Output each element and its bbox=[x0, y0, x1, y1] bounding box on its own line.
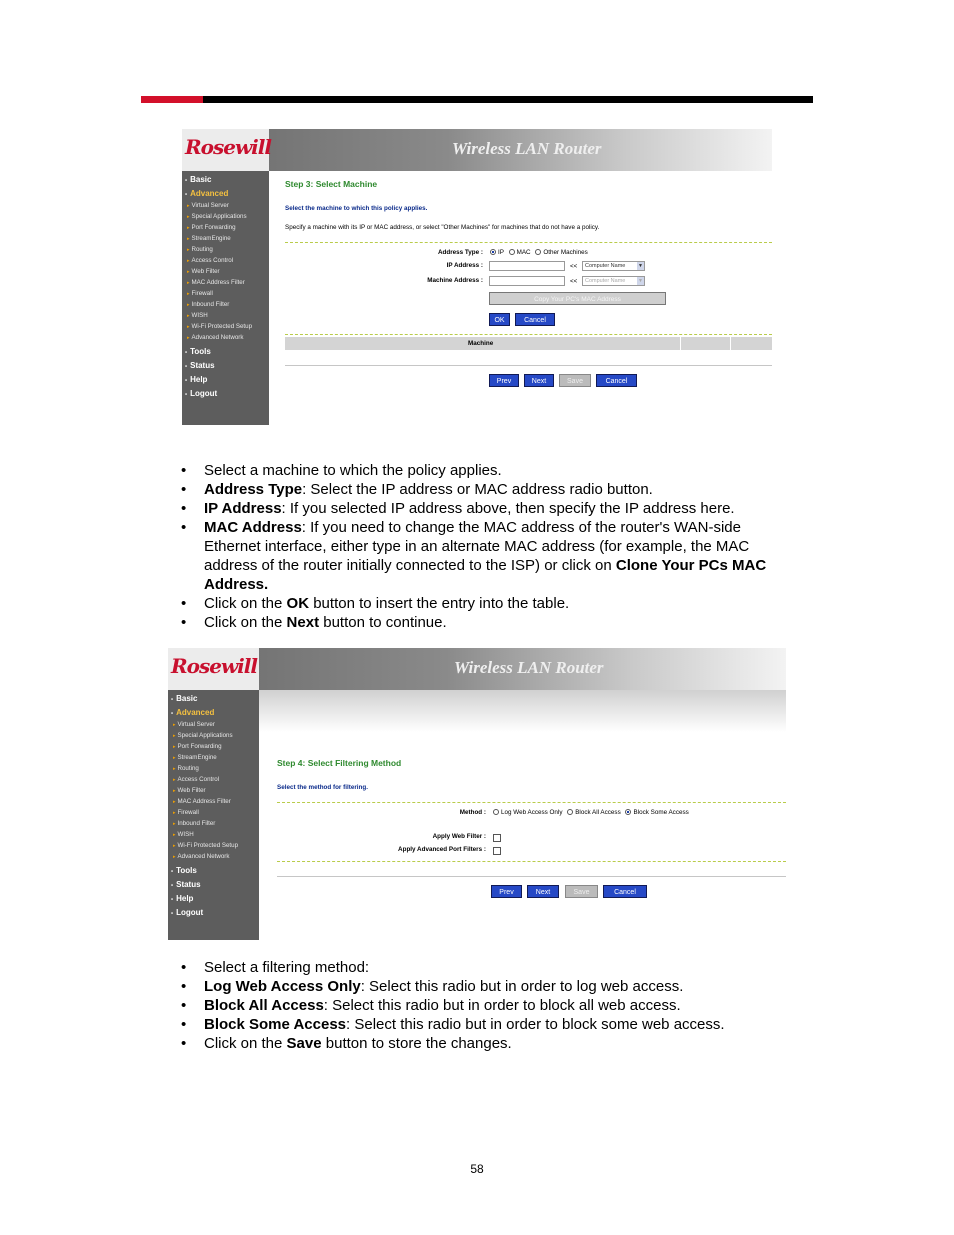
menu-item[interactable]: ▸ Routing bbox=[187, 246, 213, 253]
step-title: Step 4: Select Filtering Method bbox=[277, 758, 402, 768]
menu-help[interactable]: • Help bbox=[171, 894, 193, 903]
bullet-list-1 bbox=[181, 461, 801, 632]
cancel-button[interactable]: Cancel bbox=[515, 313, 555, 326]
machine-address-input[interactable] bbox=[489, 276, 565, 286]
save-button[interactable]: Save bbox=[565, 885, 598, 898]
radio-ip[interactable] bbox=[490, 249, 496, 255]
menu-item[interactable]: ▸ Routing bbox=[173, 765, 199, 772]
menu-logout[interactable]: • Logout bbox=[185, 389, 217, 398]
menu-item[interactable]: ▸ MAC Address Filter bbox=[187, 279, 245, 286]
menu-item[interactable]: ▸ Special Applications bbox=[173, 732, 233, 739]
list-item: • Click on the Save button to store the changes. bbox=[181, 1034, 801, 1053]
step-title: Step 3: Select Machine bbox=[285, 179, 378, 189]
list-item: • Block All Access: Select this radio but in order to block all web access. bbox=[181, 996, 801, 1015]
menu-item[interactable]: ▸ Access Control bbox=[187, 257, 233, 264]
ok-button[interactable]: OK bbox=[489, 313, 510, 326]
menu-item[interactable]: ▸ Firewall bbox=[187, 290, 213, 297]
menu-help[interactable]: • Help bbox=[185, 375, 207, 384]
page-number: 58 bbox=[470, 1162, 484, 1176]
rosewill-logo: Rosewill bbox=[182, 129, 269, 171]
menu-item[interactable]: ▸ Wi-Fi Protected Setup bbox=[187, 323, 252, 330]
step-subtitle: Select the method for filtering. bbox=[277, 784, 368, 791]
router-title: Wireless LAN Router bbox=[454, 658, 604, 677]
subheader-gradient bbox=[259, 690, 786, 732]
copy-arrow-2: << bbox=[570, 278, 578, 285]
next-button[interactable]: Next bbox=[524, 374, 554, 387]
menu-item[interactable]: ▸ Wi-Fi Protected Setup bbox=[173, 842, 238, 849]
menu-item[interactable]: ▸ Access Control bbox=[173, 776, 219, 783]
menu-advanced[interactable]: • Advanced bbox=[185, 189, 228, 198]
menu-item[interactable]: ▸ Special Applications bbox=[187, 213, 247, 220]
menu-item[interactable]: ▸ Port Forwarding bbox=[187, 224, 236, 231]
menu-basic[interactable]: • Basic bbox=[171, 694, 197, 703]
bullet-list-2 bbox=[181, 958, 801, 1053]
header-rule-accent bbox=[141, 96, 203, 103]
menu-status[interactable]: • Status bbox=[171, 880, 201, 889]
list-item: • Address Type: Select the IP address or MAC address radio button. bbox=[181, 480, 801, 499]
router-title: Wireless LAN Router bbox=[452, 139, 602, 158]
apply-port-filter-label: Apply Advanced Port Filters : bbox=[398, 846, 486, 853]
menu-logout[interactable]: • Logout bbox=[171, 908, 203, 917]
step-subtitle: Select the machine to which this policy applies. bbox=[285, 205, 428, 212]
router-screenshot-step3 bbox=[182, 129, 772, 425]
header-rule bbox=[141, 96, 813, 103]
menu-advanced[interactable]: • Advanced bbox=[171, 708, 214, 717]
list-item: • IP Address: If you selected IP address above, then specify the IP address here. bbox=[181, 499, 801, 518]
cancel-nav-button[interactable]: Cancel bbox=[596, 374, 637, 387]
address-type-options: IP MAC Other Machines bbox=[487, 249, 588, 256]
menu-item[interactable]: ▸ StreamEngine bbox=[187, 235, 231, 242]
radio-block-some[interactable] bbox=[625, 809, 631, 815]
radio-mac[interactable] bbox=[509, 249, 515, 255]
radio-other-machines[interactable] bbox=[535, 249, 541, 255]
cancel-button[interactable]: Cancel bbox=[603, 885, 647, 898]
menu-basic[interactable]: • Basic bbox=[185, 175, 211, 184]
list-item: • Block Some Access: Select this radio but in order to block some web access. bbox=[181, 1015, 801, 1034]
divider bbox=[277, 876, 786, 877]
menu-item[interactable]: ▸ Web Filter bbox=[173, 787, 206, 794]
router-screenshot-step4 bbox=[168, 648, 786, 940]
menu-item[interactable]: ▸ Advanced Network bbox=[173, 853, 229, 860]
menu-tools[interactable]: • Tools bbox=[171, 866, 197, 875]
menu-tools[interactable]: • Tools bbox=[185, 347, 211, 356]
machine-table-header: Machine bbox=[285, 337, 772, 350]
radio-log-web-access[interactable] bbox=[493, 809, 499, 815]
apply-web-filter-checkbox[interactable] bbox=[493, 834, 501, 842]
list-item: • Select a machine to which the policy applies. bbox=[181, 461, 801, 480]
method-options: Log Web Access Only Block All Access Block Some Access bbox=[490, 809, 689, 816]
menu-item[interactable]: ▸ WISH bbox=[187, 312, 208, 319]
menu-item[interactable]: ▸ Virtual Server bbox=[187, 202, 229, 209]
save-button: Save bbox=[559, 374, 591, 387]
next-button[interactable]: Next bbox=[527, 885, 559, 898]
prev-button[interactable]: Prev bbox=[489, 374, 519, 387]
menu-status[interactable]: • Status bbox=[185, 361, 215, 370]
menu-item[interactable]: ▸ Firewall bbox=[173, 809, 199, 816]
copy-arrow: << bbox=[570, 263, 578, 270]
divider bbox=[285, 365, 772, 366]
menu-item[interactable]: ▸ WISH bbox=[173, 831, 194, 838]
menu-item[interactable]: ▸ Inbound Filter bbox=[187, 301, 229, 308]
menu-item[interactable]: ▸ MAC Address Filter bbox=[173, 798, 231, 805]
menu-item[interactable]: ▸ Inbound Filter bbox=[173, 820, 215, 827]
step-description: Specify a machine with its IP or MAC address, or select "Other Machines" for machines that do not have a policy. bbox=[285, 224, 600, 231]
computer-name-select-disabled: Computer Name ▼ bbox=[582, 276, 645, 286]
apply-port-filter-checkbox[interactable] bbox=[493, 847, 501, 855]
prev-button[interactable]: Prev bbox=[491, 885, 522, 898]
rosewill-logo: Rosewill bbox=[168, 648, 259, 690]
list-item: • Log Web Access Only: Select this radio but in order to log web access. bbox=[181, 977, 801, 996]
list-item: • Click on the OK button to insert the entry into the table. bbox=[181, 594, 801, 613]
sidebar-menu bbox=[182, 171, 269, 425]
list-item: • MAC Address: If you need to change the MAC address of the router's WAN-side Ethernet interface, either type in an alternate MAC address (for example, the MAC address of the router initially connected to the ISP) or click on Clone Your PCs MAC Address. bbox=[181, 518, 801, 594]
address-type-label: Address Type : bbox=[437, 249, 483, 256]
method-label: Method : bbox=[459, 809, 486, 816]
menu-item[interactable]: ▸ StreamEngine bbox=[173, 754, 217, 761]
ip-address-input[interactable] bbox=[489, 261, 565, 271]
sidebar-menu bbox=[168, 690, 259, 940]
computer-name-select[interactable]: Computer Name ▼ bbox=[582, 261, 645, 271]
ip-address-label: IP Address : bbox=[446, 262, 483, 269]
list-item: • Select a filtering method: bbox=[181, 958, 801, 977]
menu-item[interactable]: ▸ Port Forwarding bbox=[173, 743, 222, 750]
list-item: • Click on the Next button to continue. bbox=[181, 613, 801, 632]
menu-item[interactable]: ▸ Advanced Network bbox=[187, 334, 243, 341]
clone-mac-button[interactable]: Copy Your PC's MAC Address bbox=[489, 292, 666, 305]
menu-item[interactable]: ▸ Web Filter bbox=[187, 268, 220, 275]
machine-address-label: Machine Address : bbox=[427, 277, 483, 284]
menu-item[interactable]: ▸ Virtual Server bbox=[173, 721, 215, 728]
apply-web-filter-label: Apply Web Filter : bbox=[432, 833, 486, 840]
radio-block-all[interactable] bbox=[567, 809, 573, 815]
